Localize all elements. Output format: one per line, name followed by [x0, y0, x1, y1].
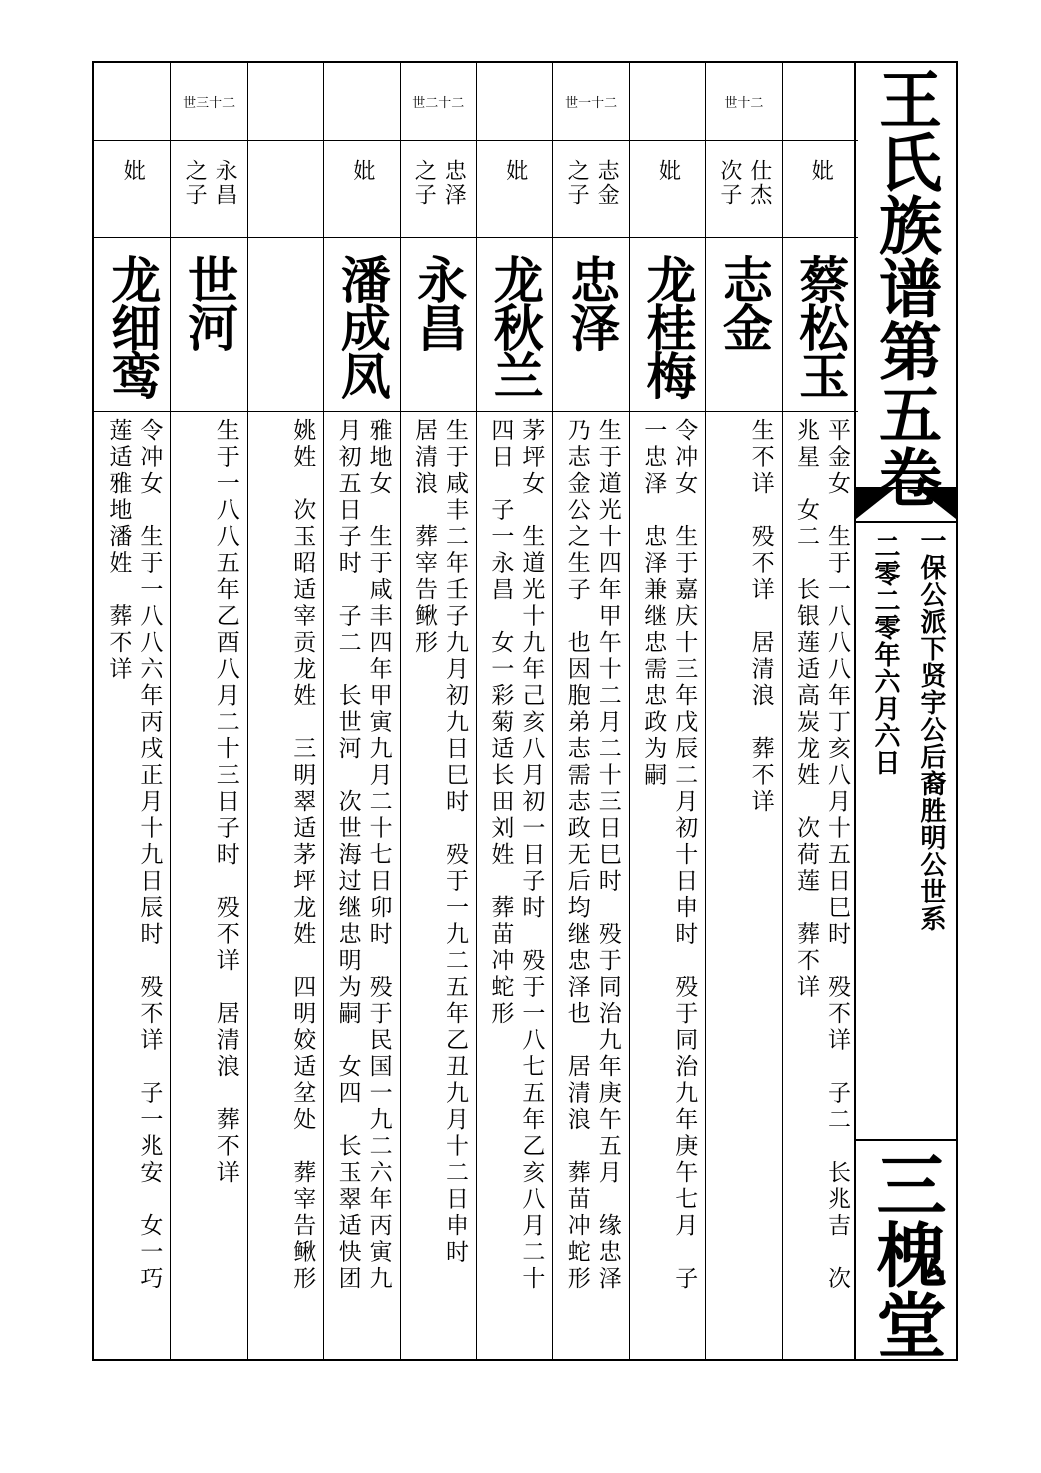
- volume-title: 王氏族谱第五卷: [869, 67, 943, 508]
- person-name-cell: [94, 238, 170, 412]
- relation-label: 妣: [349, 159, 375, 183]
- biography-text-cell: [401, 412, 476, 1359]
- relation-label-cell: [630, 141, 705, 238]
- biography-text-cell: [553, 412, 628, 1359]
- relation-label: 仕杰 次子: [716, 159, 772, 207]
- biography-text: 雅地女 生于咸丰四年甲寅九月二十七日卯时 殁于民国一九二六年丙寅九 月初五日子时 子二 长世河 次世海过继忠明为嗣 女四 长玉翠适快团: [334, 418, 392, 1293]
- generation-label-cell: [171, 63, 246, 141]
- title-divider-band: [856, 487, 956, 523]
- generation-label: 世三十二: [183, 96, 236, 111]
- generation-label: [248, 63, 323, 140]
- relation-label: 妣: [502, 159, 528, 183]
- entry-column: [247, 63, 323, 1359]
- person-name-cell: [783, 238, 858, 412]
- hall-name: 三槐堂: [865, 1149, 948, 1359]
- biography-text-cell: [477, 412, 552, 1359]
- person-name-cell: [706, 238, 781, 412]
- generation-label: 世一十二: [565, 96, 618, 111]
- generation-label: 世十二: [724, 96, 764, 111]
- relation-label: 永昌 之子: [182, 159, 238, 207]
- person-name: 潘成凤: [332, 254, 392, 398]
- lineage-subtitle: 一保公派下贤宇公后裔胜明公世系: [916, 527, 946, 932]
- entry-column: [400, 63, 476, 1359]
- biography-text: 生于一八八五年乙酉八月二十三日子时 殁不详 居清浪 葬不详: [212, 418, 239, 1187]
- generation-label-cell: [477, 63, 552, 141]
- generation-label-cell: [324, 63, 399, 141]
- person-name-cell: [171, 238, 246, 412]
- person-name: 龙细鸾: [103, 254, 163, 398]
- biography-text-cell: [783, 412, 858, 1359]
- person-name-cell: [630, 238, 705, 412]
- relation-label-cell: [477, 141, 552, 238]
- person-name: 蔡松玉: [791, 254, 851, 398]
- generation-label-cell: [706, 63, 781, 141]
- divider-left-wedge: [856, 489, 894, 519]
- person-name: 龙秋兰: [485, 254, 545, 398]
- entry-column: [94, 63, 170, 1359]
- biography-text: 生于道光十四年甲午十二月二十三日巳时 殁于同治九年庚午五月 缘忠泽 乃志金公之生子 也因胞弟志需志政无后均继忠泽也 居清浪 葬苗冲蛇形: [563, 418, 621, 1293]
- generation-label-cell: [783, 63, 858, 141]
- biography-text-cell: [630, 412, 705, 1359]
- person-name-cell: [324, 238, 399, 412]
- biography-text: 生于咸丰二年壬子九月初九日巳时 殁于一九二五年乙丑九月十二日申时 居清浪 葬宰告鳅形: [410, 418, 468, 1266]
- relation-label-cell: [248, 141, 323, 238]
- biography-text-cell: [171, 412, 246, 1359]
- biography-text-cell: [248, 412, 323, 1359]
- entry-column: [323, 63, 399, 1359]
- relation-label-cell: [553, 141, 628, 238]
- generation-label: [324, 63, 399, 140]
- entry-column: [476, 63, 552, 1359]
- genealogy-page: [92, 61, 958, 1361]
- entry-column: [170, 63, 246, 1359]
- biography-text-cell: [324, 412, 399, 1359]
- generation-label: [477, 63, 552, 140]
- person-name: 志金: [714, 254, 774, 350]
- biography-text: 姚姓 次玉昭适宰贡龙姓 三明翠适茅坪龙姓 四明姣适坌处 葬宰告鳅形: [289, 418, 316, 1293]
- relation-label: 妣: [120, 159, 146, 183]
- entry-column: [552, 63, 628, 1359]
- relation-label: 忠泽 之子: [411, 159, 467, 207]
- relation-label: 志金 之子: [564, 159, 620, 207]
- entry-column: [629, 63, 705, 1359]
- generation-label: [630, 63, 705, 140]
- generation-label: [783, 63, 858, 140]
- biography-text: 生不详 殁不详 居清浪 葬不详: [747, 418, 774, 816]
- hall-name-box: [856, 1139, 956, 1359]
- person-name-cell: [477, 238, 552, 412]
- generation-label: 世二十二: [412, 96, 465, 111]
- biography-text-cell: [706, 412, 781, 1359]
- compile-date: 二零二零年六月六日: [870, 533, 900, 776]
- person-name: 永昌: [409, 254, 469, 350]
- person-name: 世河: [180, 254, 240, 350]
- person-name: 龙桂梅: [638, 254, 698, 398]
- generation-label-cell: [94, 63, 170, 141]
- relation-label-cell: [171, 141, 246, 238]
- biography-text: 令冲女 生于一八八六年丙戌正月十九日辰时 殁不详 子一兆安 女一巧 莲适雅地潘姓 葬不详: [105, 418, 163, 1293]
- person-name: 忠泽: [562, 254, 622, 350]
- biography-text: 令冲女 生于嘉庆十三年戊辰二月初十日申时 殁于同治九年庚午七月 子 一忠泽 忠泽兼继忠需忠政为嗣: [640, 418, 698, 1293]
- relation-label: 妣: [655, 159, 681, 183]
- biography-text: 平金女 生于一八八八年丁亥八月十五日巳时 殁不详 子二 长兆吉 次 兆星 女二 长银莲适高炭龙姓 次荷莲 葬不详: [792, 418, 850, 1293]
- relation-label-cell: [783, 141, 858, 238]
- biography-text-cell: [94, 412, 170, 1359]
- generation-label-cell: [401, 63, 476, 141]
- person-name-cell: [248, 238, 323, 412]
- relation-label-cell: [706, 141, 781, 238]
- relation-label-cell: [401, 141, 476, 238]
- generation-label-cell: [553, 63, 628, 141]
- generation-label: [94, 63, 170, 140]
- relation-label: 妣: [808, 159, 834, 183]
- generation-label-cell: [248, 63, 323, 141]
- entry-column: [782, 63, 858, 1359]
- relation-label-cell: [94, 141, 170, 238]
- person-name-cell: [553, 238, 628, 412]
- person-name-cell: [401, 238, 476, 412]
- title-panel: [854, 63, 956, 1359]
- generation-label-cell: [630, 63, 705, 141]
- relation-label-cell: [324, 141, 399, 238]
- biography-text: 茅坪女 生道光十九年己亥八月初一日子时 殁于一八七五年乙亥八月二十 四日 子一永昌 女一彩菊适长田刘姓 葬苗冲蛇形: [487, 418, 545, 1293]
- divider-right-wedge: [918, 489, 956, 519]
- entry-column: [705, 63, 781, 1359]
